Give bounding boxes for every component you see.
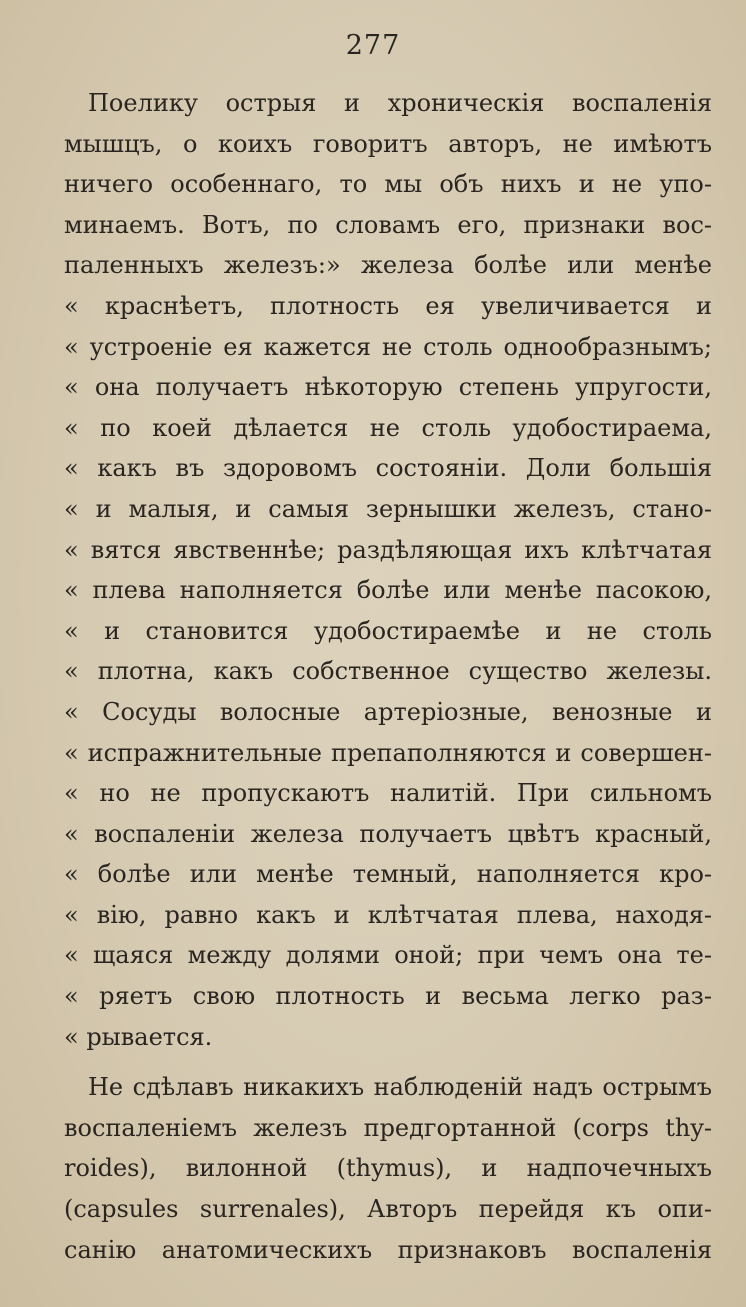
text-line: мышцъ, о коихъ говоритъ авторъ, не имѣютъ: [64, 129, 712, 158]
text-line: « плева наполняется болѣе или менѣе пасокою,: [64, 576, 712, 605]
text-line: « какъ въ здоровомъ состояніи. Доли большія: [64, 454, 712, 483]
text-line: паленныхъ железъ:» железа болѣе или менѣе: [64, 251, 712, 280]
text-line: « устроеніе ея кажется не столь однообразнымъ;: [64, 332, 712, 361]
text-line: « болѣе или менѣе темный, наполняется кро-: [64, 860, 712, 889]
text-line: « краснѣетъ, плотность ея увеличивается и: [64, 291, 712, 320]
text-line: « она получаетъ нѣкоторую степень упругости,: [64, 373, 712, 402]
text-line: « и становится удобостираемѣе и не столь: [64, 616, 712, 645]
text-line: (capsules surrenales), Авторъ перейдя къ опи-: [64, 1195, 712, 1224]
text-line: « испражнительные препаполняются и совершен-: [64, 738, 712, 767]
text-line: « ряетъ свою плотность и весьма легко раз-: [64, 982, 712, 1011]
text-line: ничего особеннаго, то мы объ нихъ и не упо-: [64, 170, 712, 199]
text-line: « воспаленіи железа получаетъ цвѣтъ красный,: [64, 819, 712, 848]
text-line: « вію, равно какъ и клѣтчатая плева, находя-: [64, 900, 712, 929]
text-line: « но не пропускаютъ налитій. При сильномъ: [64, 779, 712, 808]
text-line: « и малыя, и самыя зернышки железъ, стано-: [64, 494, 712, 523]
paragraph-2: [64, 1067, 712, 1270]
text-line: Поелику острыя и хроническія воспаленія: [88, 89, 712, 117]
paragraph-1: [64, 83, 712, 1057]
text-line: воспаленіемъ железъ предгортанной (corps thy-: [64, 1113, 712, 1142]
text-line: « рывается.: [64, 1022, 213, 1051]
text-line: « по коей дѣлается не столь удобостираема,: [64, 413, 712, 442]
body-text: [64, 83, 712, 1270]
text-line: « Сосуды волосные артеріозные, венозные и: [64, 697, 712, 726]
paragraph-gap: [64, 1057, 712, 1067]
text-line: Не сдѣлавъ никакихъ наблюденій надъ острымъ: [88, 1073, 712, 1102]
text-line: « плотна, какъ собственное существо железы.: [64, 657, 712, 686]
page-number: 277: [345, 30, 401, 61]
text-line: roides), вилонной (thymus), и надпочечныхъ: [64, 1154, 712, 1183]
text-line: минаемъ. Вотъ, по словамъ его, признаки вос-: [64, 210, 712, 239]
text-line: « вятся явственнѣе; раздѣляющая ихъ клѣтчатая: [64, 535, 712, 564]
text-line: « щаяся между долями оной; при чемъ она те-: [64, 941, 712, 970]
text-line: санію анатомическихъ признаковъ воспаленія: [64, 1235, 712, 1264]
